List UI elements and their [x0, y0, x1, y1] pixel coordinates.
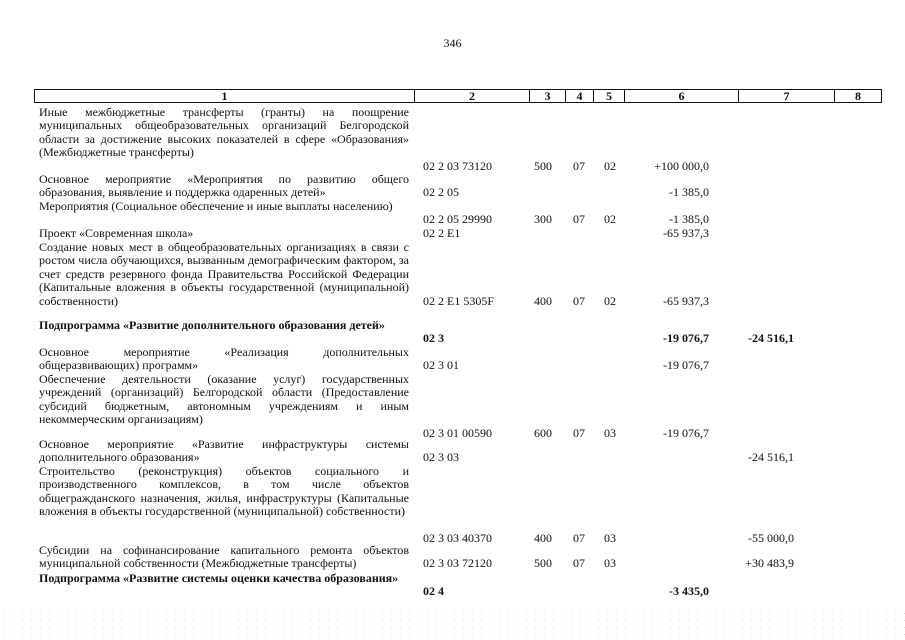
- table-row: [34, 346, 882, 373]
- table-header: [34, 89, 882, 103]
- row-col4: 07: [573, 293, 585, 308]
- row-amount-col6: -1 385,0: [669, 212, 709, 227]
- row-code: 02 2 05: [423, 185, 459, 200]
- row-description: Создание новых мест в общеобразовательных организациях в связи с ростом числа обучающихся, вызванным демографическим фактором, за счет средств резервного фонда Правительства Российской Федерации (Капитальные вложения в объекты государственной (муниципальной) собственности): [39, 240, 409, 308]
- table-row: [34, 373, 882, 440]
- row-description: Иные межбюджетные трансферты (гранты) на поощрение муниципальных общеобразовательных организаций Белгородской области за достижение высоких показателей в сфере «Образования» (Межбюджетные трансферты): [39, 105, 409, 160]
- row-col5: 02: [604, 293, 616, 308]
- row-code: 02 3: [423, 331, 444, 346]
- row-col4: 07: [573, 530, 585, 545]
- column-header-6: 6: [625, 90, 739, 102]
- row-col3: 500: [534, 556, 552, 571]
- row-code: 02 3 03 72120: [423, 556, 492, 571]
- row-amount-col6: -19 076,7: [663, 425, 709, 440]
- table-row: [34, 438, 882, 465]
- row-col4: 07: [573, 212, 585, 227]
- column-header-1: 1: [35, 90, 415, 102]
- row-description: Подпрограмма «Развитие дополнительного образования детей»: [39, 318, 385, 332]
- page-number: 346: [443, 36, 462, 50]
- row-description: Обеспечение деятельности (оказание услуг) государственных учреждений (организаций) Белгородской области (Предоставление субсидий бюджетным, автономным учреждениям и иным некоммерческим организациям): [39, 372, 409, 427]
- row-code: 02 4: [423, 584, 444, 599]
- row-col3: 500: [534, 158, 552, 173]
- row-code: 02 3 01: [423, 358, 459, 373]
- row-description: Основное мероприятие «Развитие инфраструктуры системы дополнительного образования»: [39, 437, 409, 465]
- row-col4: 07: [573, 158, 585, 173]
- row-code: 02 3 03 40370: [423, 530, 492, 545]
- column-header-8: 8: [855, 89, 861, 103]
- row-col5: 03: [604, 530, 616, 545]
- scan-noise: [0, 610, 905, 638]
- table-row: [34, 241, 882, 308]
- row-code: 02 3 01 00590: [423, 425, 492, 440]
- column-header-2: 2: [415, 90, 530, 102]
- row-code: 02 2 05 29990: [423, 212, 492, 227]
- row-col4: 07: [573, 425, 585, 440]
- row-col4: 07: [573, 556, 585, 571]
- row-description: Проект «Современная школа»: [39, 226, 194, 240]
- table-row: [34, 544, 882, 571]
- row-amount-col6: -65 937,3: [663, 293, 709, 308]
- column-header-3: 3: [530, 90, 566, 102]
- row-col3: 600: [534, 425, 552, 440]
- row-description: Мероприятия (Социальное обеспечение и иные выплаты населению): [39, 199, 393, 213]
- row-amount-col6: -1 385,0: [669, 185, 709, 200]
- row-col5: 02: [604, 212, 616, 227]
- row-code: 02 2 03 73120: [423, 158, 492, 173]
- row-amount-col7: -24 516,1: [748, 450, 794, 465]
- row-amount-col6: +100 000,0: [654, 158, 709, 173]
- row-amount-col7: -24 516,1: [748, 331, 794, 346]
- table-row: [34, 227, 882, 240]
- column-header-5: 5: [594, 90, 625, 102]
- row-code: 02 2 E1 5305F: [423, 293, 495, 308]
- row-code: 02 3 03: [423, 450, 459, 465]
- table-row: [34, 106, 882, 173]
- row-col3: 400: [534, 530, 552, 545]
- table-row: [34, 572, 882, 599]
- row-description: Основное мероприятие «Мероприятия по развитию общего образования, выявление и поддержка одаренных детей»: [39, 172, 409, 200]
- column-header-7: 7: [739, 90, 835, 102]
- row-col5: 03: [604, 556, 616, 571]
- row-col5: 03: [604, 425, 616, 440]
- row-col5: 02: [604, 158, 616, 173]
- table-row: [34, 319, 882, 346]
- row-amount-col6: -65 937,3: [663, 225, 709, 240]
- column-header-4: 4: [566, 90, 594, 102]
- row-col3: 300: [534, 212, 552, 227]
- row-description: Основное мероприятие «Реализация дополнительных общеразвивающих) программ»: [39, 345, 409, 373]
- row-description: Строительство (реконструкция) объектов социального и производственного комплексов, в том числе объектов общегражданского назначения, жилья, инфраструктуры (Капитальные вложения в объекты государственной (муниципальной) собственности): [39, 464, 409, 519]
- table-row: [34, 465, 882, 545]
- table-row: [34, 173, 882, 200]
- row-amount-col6: -19 076,7: [663, 358, 709, 373]
- row-description: Субсидии на софинансирование капитального ремонта объектов муниципальной собственности (Межбюджетные трансферты): [39, 543, 409, 571]
- row-amount-col7: +30 483,9: [745, 556, 794, 571]
- row-amount-col7: -55 000,0: [748, 530, 794, 545]
- row-amount-col6: -3 435,0: [669, 584, 709, 599]
- row-amount-col6: -19 076,7: [663, 331, 709, 346]
- row-description: Подпрограмма «Развитие системы оценки качества образования»: [39, 571, 399, 585]
- row-col3: 400: [534, 293, 552, 308]
- table-row: [34, 200, 882, 227]
- row-code: 02 2 E1: [423, 225, 461, 240]
